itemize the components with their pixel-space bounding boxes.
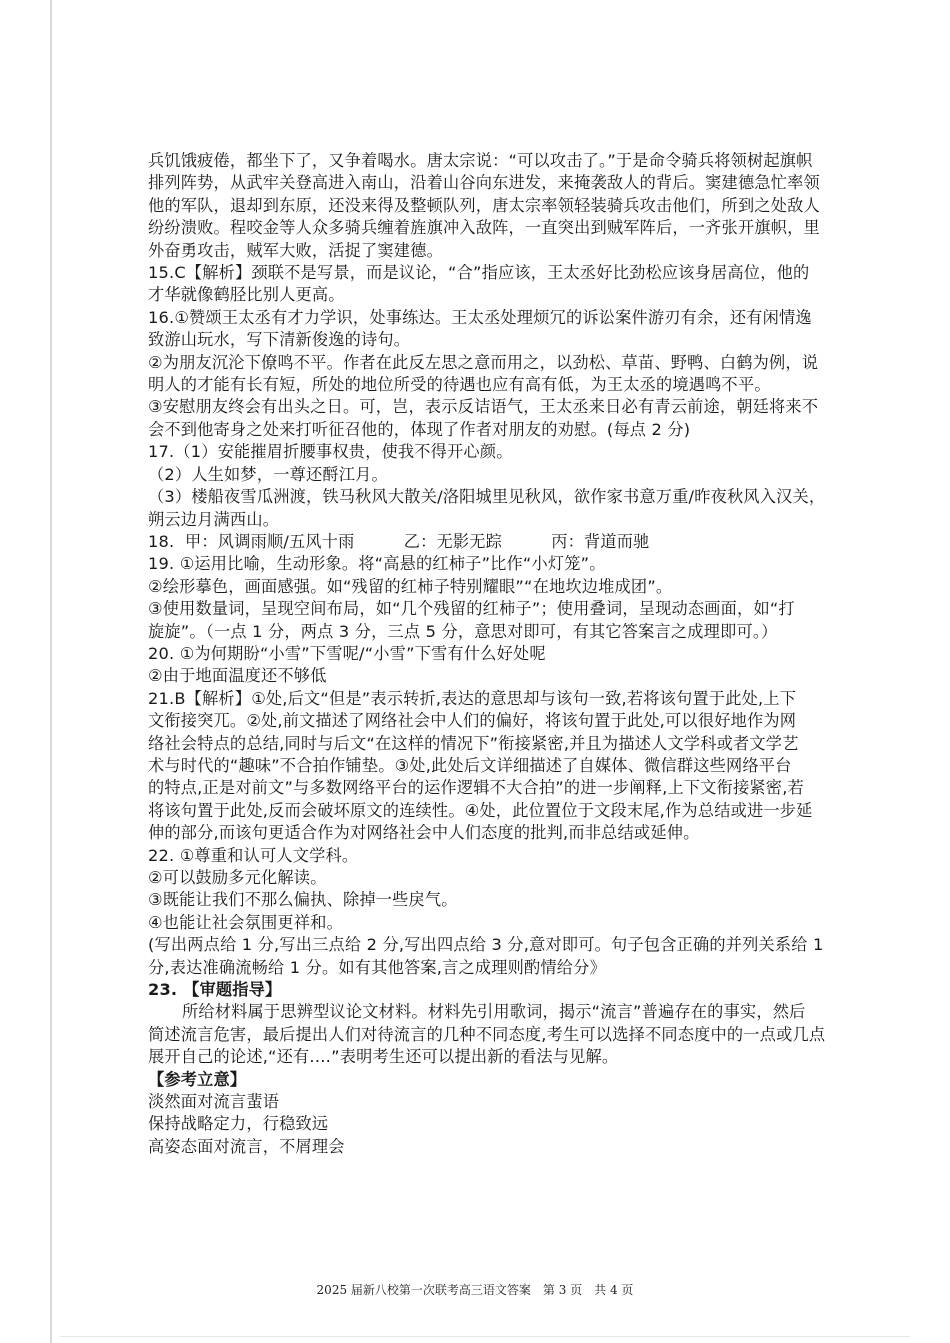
text-line: （3）楼船夜雪瓜洲渡，铁马秋风大散关/洛阳城里见秋风，欲作家书意万重/昨夜秋风入汉关， [148, 487, 826, 507]
text-line: (写出两点给 1 分,写出三点给 2 分,写出四点给 3 分,意对即可。句子包含正确的并列关系给 1 [148, 935, 824, 955]
text-line: 纷纷溃败。程咬金等人众多骑兵缠着旌旗冲入敌阵，一直突出到贼军阵后，一齐张开旗帜，里 [148, 218, 820, 238]
text-line: 简述流言危害，最后提出人们对待流言的几种不同态度,考生可以选择不同态度中的一点或几点 [148, 1024, 826, 1044]
text-line: ③既能让我们不那么偏执、除掉一些戾气。 [148, 890, 458, 910]
text-line: 将该句置于此处,反而会破坏原文的连续性。④处，此位置位于文段末尾,作为总结或进一步延 [148, 800, 813, 820]
text-line: 才华就像鹤胫比别人更高。 [148, 285, 345, 305]
text-line: 文衔接突兀。②处,前文描述了网络社会中人们的偏好，将该句置于此处,可以很好地作为网 [148, 711, 797, 731]
answer-20: 20. ①为何期盼“小雪”下雪呢/“小雪”下雪有什么好处呢 [148, 643, 546, 663]
answer-key-page [148, 150, 858, 1158]
answer-23: 23. 【审题指导】 [148, 980, 282, 1000]
page-footer: 2025 届新八校第一次联考高三语文答案 第 3 页 共 4 页 [316, 1283, 634, 1297]
reference-theme-item: 保持战略定力，行稳致远 [148, 1114, 329, 1134]
page-binding-edge [50, 0, 52, 1343]
text-line: ②为朋友沉沦下僚鸣不平。作者在此反左思之意而用之，以劲松、草苗、野鸭、白鹤为例，说 [148, 352, 819, 372]
text-line: （2）人生如梦，一尊还酹江月。 [148, 464, 388, 484]
page-bottom-edge [60, 1336, 910, 1337]
text-line: ③使用数量词，呈现空间布局，如“几个残留的红柿子”；使用叠词，呈现动态画面，如“打 [148, 599, 795, 619]
answer-21: 21.B【解析】①处,后文“但是”表示转折,表达的意思却与该句一致,若将该句置于此处,上下 [148, 688, 797, 708]
reference-theme-item: 高姿态面对流言，不屑理会 [148, 1136, 345, 1156]
text-line: 络社会特点的总结,同时与后文“在这样的情况下”衔接紧密,并且为描述人文学科或者文学艺 [148, 733, 799, 753]
answer-16: 16.①赞颂王太丞有才力学识，处事练达。王太丞处理烦冗的诉讼案件游刃有余，还有闲情逸 [148, 307, 812, 327]
answer-17: 17.（1）安能摧眉折腰事权贵，使我不得开心颜。 [148, 442, 513, 462]
text-line: 他的军队，退却到东原，还没来得及整顿队列，唐太宗率领轻装骑兵攻击他们，所到之处敌人 [148, 195, 820, 215]
text-line: 分,表达准确流畅给 1 分。如有其他答案,言之成理则酌情给分》 [148, 957, 606, 977]
text-line: 兵饥饿疲倦，都坐下了，又争着喝水。唐太宗说：“可以攻击了。”于是命令骑兵将领树起旗帜 [148, 151, 813, 170]
text-line: 术与时代的“趣味”不合拍作铺垫。③处,此处后文详细描述了自媒体、微信群这些网络平台 [148, 755, 792, 775]
answer-19: 19. ①运用比喻，生动形象。将“高悬的红柿子”比作“小灯笼”。 [148, 554, 606, 574]
text-line: 会不到他寄身之处来打听征召他的，体现了作者对朋友的劝慰。(每点 2 分) [148, 419, 691, 439]
text-line: 外奋勇攻击，贼军大败，活捉了窦建德。 [148, 240, 443, 260]
answer-18: 18. 甲：风调雨顺/五风十雨 乙：无影无踪 丙：背道而驰 [148, 531, 650, 551]
reference-theme-item: 淡然面对流言蜚语 [148, 1092, 280, 1112]
reference-theme-heading: 【参考立意】 [148, 1069, 247, 1089]
text-line: 伸的部分,而该句更适合作为对网络社会中人们态度的批判,而非总结或延伸。 [148, 823, 700, 843]
text-line: 展开自己的论述,“还有.…”表明考生还可以提出新的看法与见解。 [148, 1047, 619, 1067]
text-line: ②绘形摹色，画面感强。如“残留的红柿子特别耀眼”“在地坎边堆成团”。 [148, 576, 673, 596]
text-line: ②可以鼓励多元化解读。 [148, 868, 327, 887]
text-line: ③安慰朋友终会有出头之日。可，岂，表示反诘语气，王太丞来日必有青云前途，朝廷将来不 [148, 397, 819, 417]
text-line: 旋旋”。（一点 1 分，两点 3 分，三点 5 分，意思对即可，有其它答案言之成理即可。） [148, 621, 778, 641]
text-line: 明人的才能有长有短，所处的地位所受的待遇也应有高有低，为王太丞的境遇鸣不平。 [148, 375, 771, 395]
answer-22: 22. ①尊重和认可人文学科。 [148, 845, 359, 865]
text-line: 朔云边月满西山。 [148, 509, 280, 529]
text-line: 所给材料属于思辨型议论文材料。材料先引用歌词，揭示“流言”普遍存在的事实，然后 [182, 1002, 806, 1022]
answer-15: 15.C【解析】颈联不是写景，而是议论，“合”指应该，王太丞好比劲松应该身居高位，他的 [148, 263, 810, 283]
text-line: 致游山玩水，写下清新俊逸的诗句。 [148, 330, 411, 350]
text-line: 的特点,正是对前文”与多数网络平台的运作逻辑不大合拍”的进一步阐释,上下文衔接紧密,若 [148, 778, 804, 798]
text-line: ②由于地面温度还不够低 [148, 666, 327, 686]
text-line: ④也能让社会氛围更祥和。 [148, 912, 343, 932]
text-line: 排列阵势，从武牢关登高进入南山，沿着山谷向东进发，来掩袭敌人的背后。窦建德急忙率领 [148, 173, 820, 193]
